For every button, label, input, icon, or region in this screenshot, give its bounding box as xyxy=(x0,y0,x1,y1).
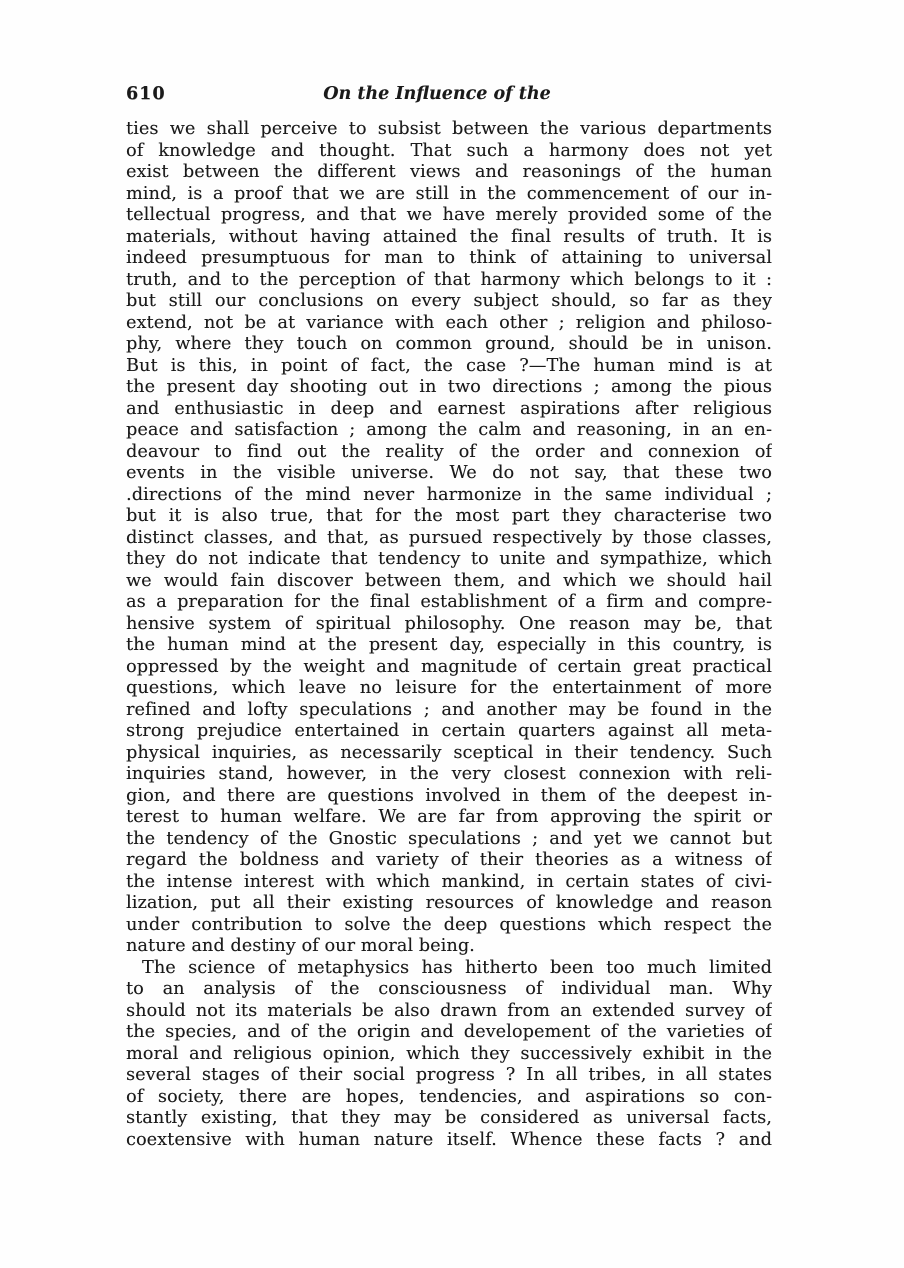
paragraph xyxy=(126,958,772,1152)
text-line: materials, without having attained the final results of truth. It is xyxy=(126,226,772,247)
text-line: the intense interest with which mankind, in certain states of civi- xyxy=(126,871,772,892)
text-line: of knowledge and thought. That such a harmony does not yet xyxy=(126,140,772,161)
text-line: inquiries stand, however, in the very closest connexion with reli- xyxy=(126,764,772,784)
text-line: extend, not be at variance with each other ; religion and philoso- xyxy=(126,312,772,333)
text-line: regard the boldness and variety of their theories as a witness of xyxy=(126,850,772,870)
text-line: of society, there are hopes, tendencies, and aspirations so con- xyxy=(126,1086,772,1107)
text-line: physical inquiries, as necessarily sceptical in their tendency. Such xyxy=(126,742,772,763)
text-line: moral and religious opinion, which they successively exhibit in the xyxy=(126,1043,772,1064)
text-line: .directions of the mind never harmonize in the same individual ; xyxy=(126,484,772,505)
text-line: under contribution to solve the deep questions which respect the xyxy=(126,914,772,935)
text-line: the present day shooting out in two directions ; among the pious xyxy=(126,377,772,397)
text-line: but still our conclusions on every subject should, so far as they xyxy=(126,291,772,311)
text-line: they do not indicate that tendency to unite and sympathize, which xyxy=(126,549,772,569)
text-line: strong prejudice entertained in certain quarters against all meta- xyxy=(126,721,772,741)
text-line: lization, put all their existing resources of knowledge and reason xyxy=(126,893,772,913)
text-line: coextensive with human nature itself. Whence these facts ? and xyxy=(126,1129,772,1150)
text-line: the tendency of the Gnostic speculations ; and yet we cannot but xyxy=(126,828,772,849)
text-line: the species, and of the origin and developement of the varieties of xyxy=(126,1022,772,1042)
page-header xyxy=(126,84,772,108)
text-line: distinct classes, and that, as pursued respectively by those classes, xyxy=(126,527,772,548)
text-line: we would fain discover between them, and which we should hail xyxy=(126,570,772,591)
text-line: but it is also true, that for the most part they characterise two xyxy=(126,506,772,526)
running-title: On the Influence of the xyxy=(323,84,551,104)
page-body xyxy=(126,119,772,1151)
text-line: truth, and to the perception of that harmony which belongs to it : xyxy=(126,269,772,290)
text-line: gion, and there are questions involved in them of the deepest in- xyxy=(126,785,772,806)
text-line: The science of metaphysics has hitherto been too much limited xyxy=(142,957,772,978)
text-line: mind, is a proof that we are still in the commencement of our in- xyxy=(126,183,772,204)
text-line: phy, where they touch on common ground, should be in unison. xyxy=(126,334,772,354)
text-line: exist between the different views and reasonings of the human xyxy=(126,162,772,182)
text-line: refined and lofty speculations ; and another may be found in the xyxy=(126,699,772,720)
text-line: should not its materials be also drawn from an extended survey of xyxy=(126,1000,772,1021)
paragraph xyxy=(126,119,772,958)
text-line: as a preparation for the final establishment of a firm and compre- xyxy=(126,592,772,612)
text-line: terest to human welfare. We are far from approving the spirit or xyxy=(126,807,772,827)
text-line: and enthusiastic in deep and earnest aspirations after religious xyxy=(126,398,772,419)
text-line: questions, which leave no leisure for the entertainment of more xyxy=(126,678,772,698)
text-line: stantly existing, that they may be considered as universal facts, xyxy=(126,1108,772,1128)
text-line: ties we shall perceive to subsist between the various departments xyxy=(126,119,772,139)
text-line: deavour to find out the reality of the order and connexion of xyxy=(126,441,772,462)
text-line: peace and satisfaction ; among the calm and reasoning, in an en- xyxy=(126,420,772,440)
text-line: oppressed by the weight and magnitude of certain great practical xyxy=(126,656,772,677)
text-line: nature and destiny of our moral being. xyxy=(126,936,475,956)
text-line: the human mind at the present day, especially in this country, is xyxy=(126,635,772,655)
page-number: 610 xyxy=(126,84,166,104)
text-line: events in the visible universe. We do not say, that these two xyxy=(126,463,772,483)
text-line: several stages of their social progress ? In all tribes, in all states xyxy=(126,1065,772,1085)
text-line: tellectual progress, and that we have merely provided some of the xyxy=(126,205,772,225)
text-line: hensive system of spiritual philosophy. One reason may be, that xyxy=(126,613,772,634)
text-line: But is this, in point of fact, the case ?—The human mind is at xyxy=(126,355,772,376)
text-line: to an analysis of the consciousness of individual man. Why xyxy=(126,979,772,999)
text-line: indeed presumptuous for man to think of attaining to universal xyxy=(126,248,772,268)
